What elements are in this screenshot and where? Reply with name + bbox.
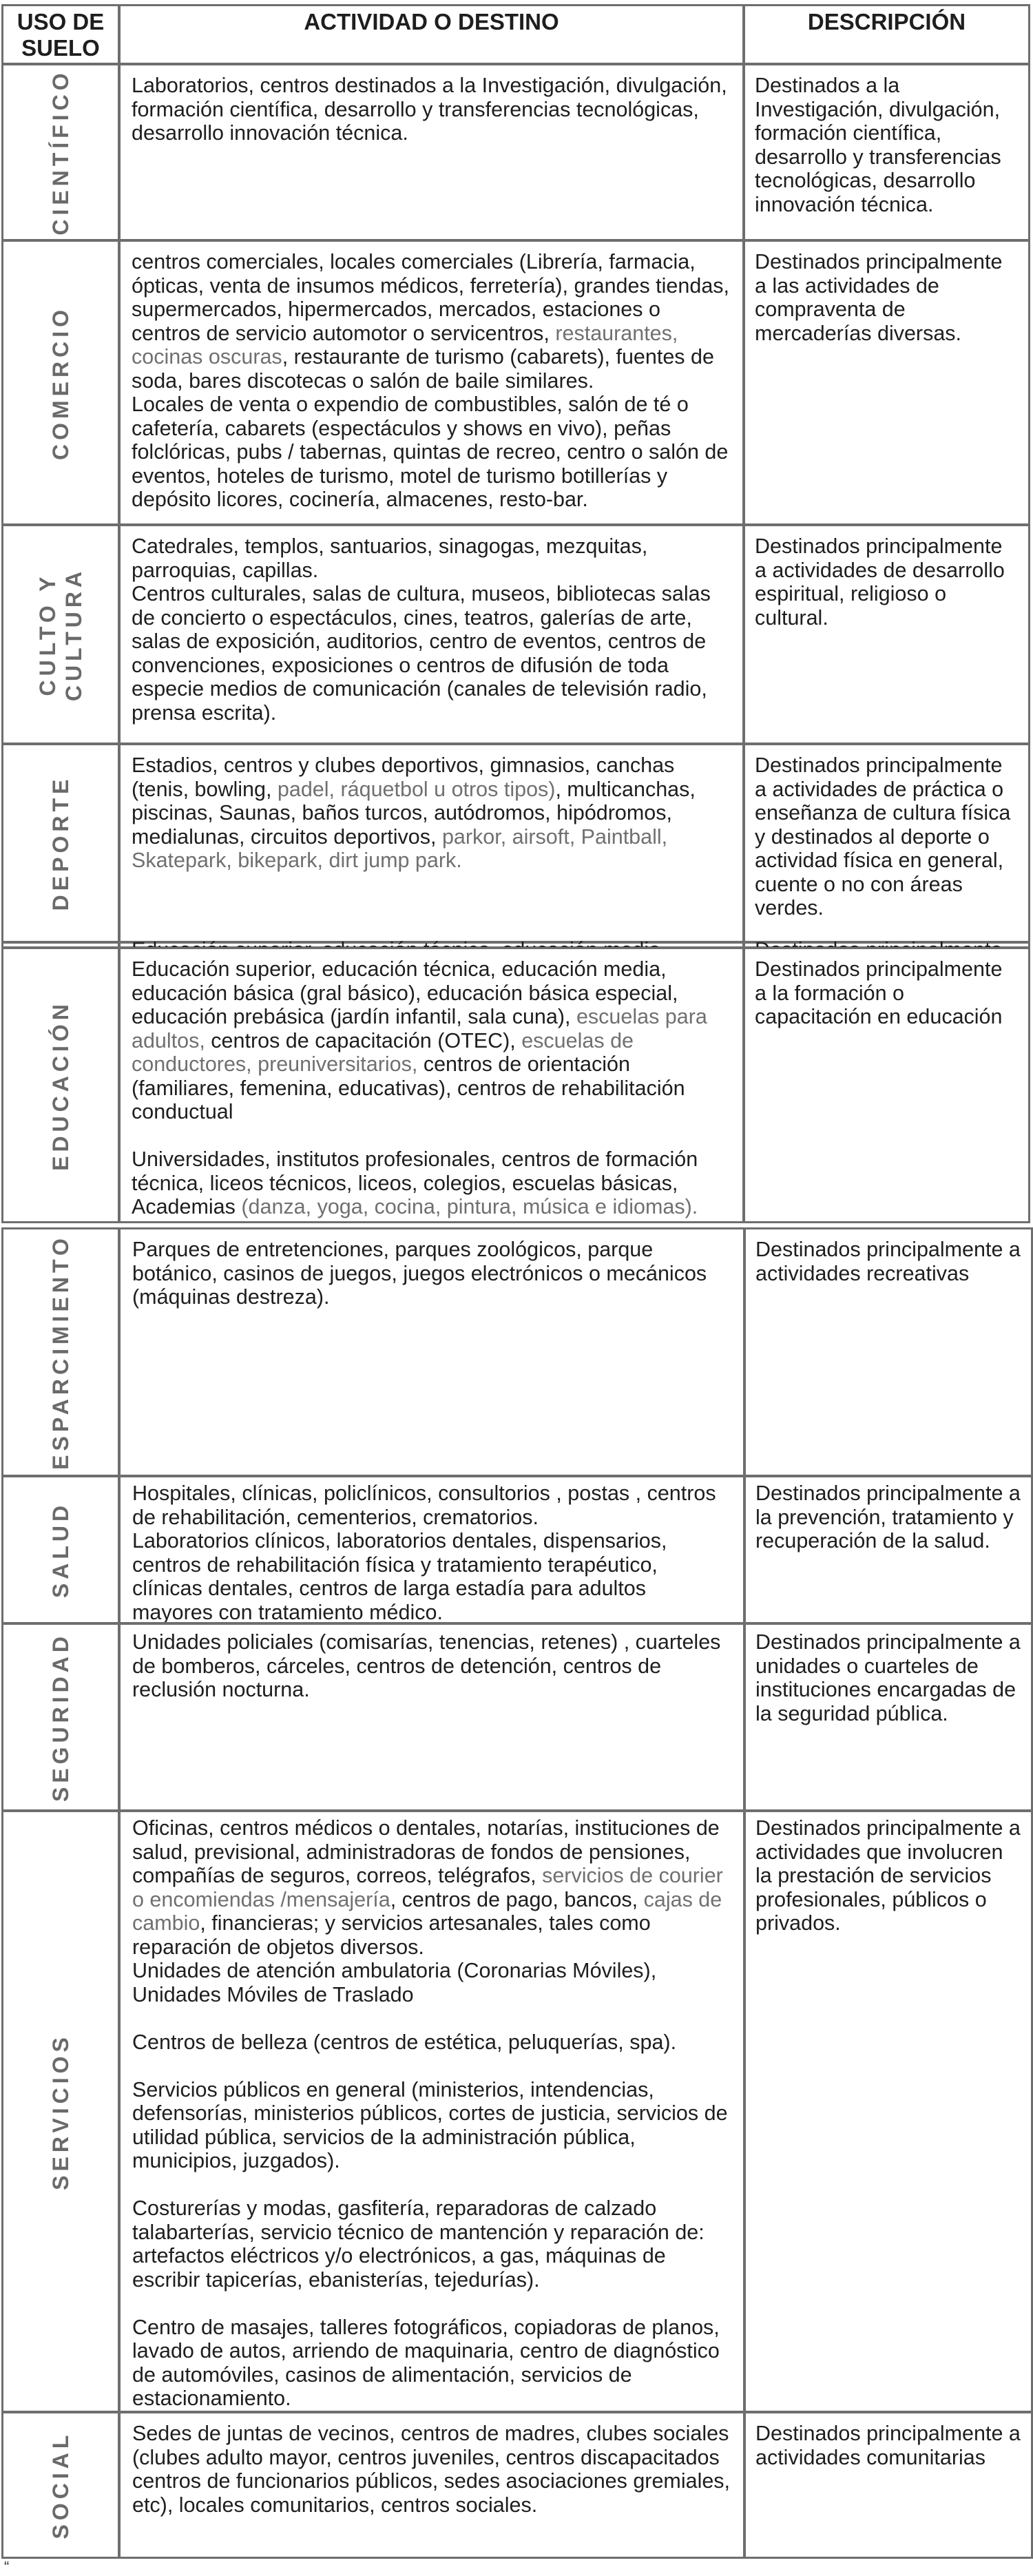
descripcion-cell: Destinados a la Investigación, divulgación, formación científica, desarrollo y transferencias tecnológicas, desarrollo innovación técnica.: [755, 74, 1001, 216]
muted-text-run: (danza, yoga, cocina, pintura, música e idiomas).: [241, 1195, 698, 1218]
actividad-paragraph: [132, 1959, 732, 2006]
actividad-paragraph: [132, 1630, 732, 1702]
table-row-cientifico: [3, 63, 1028, 239]
uso-label: SALUD: [48, 1501, 73, 1599]
actividad-paragraph: [132, 2422, 732, 2517]
table-row-deporte: [3, 742, 1028, 941]
text-run: Sedes de juntas de vecinos, centros de madres, clubes sociales (clubes adulto mayor, centros juveniles, centros discapacitados centros de funcionarios públicos, sedes asociaciones gremiales, etc), locales comunitarios, centros sociales.: [132, 2422, 731, 2517]
actividad-paragraph: [132, 2196, 732, 2292]
text-run: Laboratorios clínicos, laboratorios dentales, dispensarios, centros de rehabilitación física y tratamiento terapéutico, clínicas dentales, centros de larga estadía para adultos mayores con tratamiento médico.: [132, 1529, 667, 1624]
text-run: , multicanchas, piscinas, Saunas, baños turcos, autódromos, hipódromos, medialunas, circuitos deportivos,: [132, 777, 696, 849]
land-use-table-educacion: [1, 947, 1030, 1223]
muted-text-run: padel, ráquetbol u otros tipos): [277, 777, 556, 801]
uso-cell: [3, 1625, 121, 1809]
descripcion-cell: Destinados principalmente a las actividades de compraventa de mercaderías diversas.: [755, 250, 1003, 345]
muted-text-run: escuelas de conductores, preuniversitarios,: [132, 1028, 634, 1076]
header-actividad-label: ACTIVIDAD O DESTINO: [304, 9, 559, 34]
table-row-comercio: [3, 239, 1028, 523]
header-uso-line2: SUELO: [21, 35, 100, 61]
uso-cell: [3, 242, 121, 523]
text-run: centros de capacitación (OTEC),: [205, 1028, 522, 1052]
header-uso-de-suelo: [3, 6, 121, 63]
actividad-cell: [121, 1625, 746, 1809]
text-run: Laboratorios, centros destinados a la Investigación, divulgación, formación científica, desarrollo y transferencias tecnológicas, desarrollo innovación técnica.: [132, 74, 727, 145]
actividad-paragraph: [132, 582, 731, 725]
descripcion-cell: Destinados principalmente a la formación o capacitación en educación: [755, 957, 1003, 1028]
descripcion-cell: Destinados principalmente a actividades recreativas: [755, 1238, 1021, 1285]
table-row-social: [3, 2411, 1031, 2557]
text-run: Locales de venta o expendio de combustibles, salón de té o cafetería, cabarets (espectáculos y shows en vivo), peñas folclóricas, pubs / tabernas, quintas de recreo, centro o salón de eventos, hoteles de turismo, motel de turismo botillerías y depósito licores, cocinería, almacenes, resto-bar.: [132, 393, 729, 511]
uso-label: [34, 568, 87, 701]
text-run: , centros de pago, bancos,: [390, 1887, 644, 1911]
text-run: Unidades de atención ambulatoria (Coronarias Móviles), Unidades Móviles de Traslado: [132, 1959, 657, 2006]
table-row-educacion: [3, 949, 1028, 1221]
header-actividad: [121, 6, 745, 63]
actividad-paragraph: [132, 2316, 732, 2411]
actividad-cell: [121, 745, 745, 941]
text-run: Centro de masajes, talleres fotográficos, copiadoras de planos, lavado de autos, arriendo de maquinaria, centro de diagnóstico de automóviles, casinos de alimentación, servicios de estacionamiento.: [132, 2315, 720, 2410]
actividad-cell: [121, 242, 745, 523]
muted-text-run: escuelas para adultos,: [132, 1005, 707, 1052]
uso-cell: [3, 1812, 121, 2411]
text-run: Costurerías y modas, gasfitería, reparadoras de calzado talabarterías, servicio técnico de mantención y reparación de: artefactos eléctricos y/o electrónicos, a gas, máquinas de escribir tapicerías, ebanisterías, tejedurías).: [132, 2196, 705, 2292]
descripcion-cell: Destinados principalmente a actividades de práctica o enseñanza de cultura física y destinados al deporte o actividad física en general, cuente o no con áreas verdes.: [755, 754, 1011, 920]
uso-cell: [3, 949, 121, 1221]
actividad-paragraph: [132, 2030, 732, 2055]
uso-label: CIENTÍFICO: [48, 69, 73, 236]
uso-label: ESPARCIMIENTO: [48, 1234, 73, 1470]
uso-cell: [3, 526, 121, 742]
uso-label: DEPORTE: [48, 775, 73, 911]
uso-label: SEGURIDAD: [48, 1632, 73, 1803]
text-run: Parques de entretenciones, parques zoológicos, parque botánico, casinos de juegos, juegos electrónicos o mecánicos (máquinas destreza).: [132, 1238, 707, 1309]
actividad-paragraph: [132, 1238, 732, 1309]
actividad-cell: [121, 526, 745, 742]
header-descripcion: [745, 6, 1028, 63]
uso-cell: [3, 1229, 121, 1475]
text-run: Centros de belleza (centros de estética, peluquerías, spa).: [132, 2030, 677, 2054]
footnote-mark: “: [4, 2558, 10, 2575]
actividad-paragraph: [132, 754, 731, 873]
actividad-paragraph: [132, 534, 731, 582]
uso-label: COMERCIO: [48, 305, 73, 460]
table-header-row: [3, 6, 1028, 63]
uso-cell: [3, 1477, 121, 1622]
actividad-paragraph: [132, 74, 731, 145]
actividad-paragraph: [132, 2078, 732, 2173]
text-run: Educación superior, educación técnica, educación media, educación básica (gral básico), educación básica especial, educación prebásica (jardín infantil, sala cuna),: [132, 957, 678, 1028]
uso-label-line2: CULTURA: [61, 567, 86, 702]
muted-text-run: parkor, airsoft, Paintball, Skatepark, bikepark, dirt jump park.: [132, 824, 668, 872]
uso-label: SOCIAL: [48, 2431, 73, 2539]
descripcion-cell: Destinados principalmente a unidades o cuarteles de instituciones encargadas de la seguridad pública.: [755, 1630, 1021, 1725]
actividad-cell: [121, 65, 745, 239]
table-row-salud: [3, 1475, 1031, 1622]
uso-label: EDUCACIÓN: [48, 999, 73, 1171]
descripcion-cell: Destinados principalmente a la prevención, tratamiento y recuperación de la salud.: [755, 1482, 1021, 1552]
table-row-seguridad: [3, 1622, 1031, 1809]
muted-text-run: cajas de cambio: [132, 1887, 722, 1935]
uso-label: SERVICIOS: [48, 2033, 73, 2190]
actividad-cell: [121, 949, 745, 1221]
text-run: Servicios públicos en general (ministerios, intendencias, defensorías, ministerios públicos, cortes de justicia, servicios de utilidad pública, servicios de la administración pública, municipios, juzgados).: [132, 2077, 728, 2172]
text-run: , financieras; y servicios artesanales, tales como reparación de objetos diversos.: [132, 1911, 651, 1959]
uso-cell: [3, 745, 121, 941]
uso-label-line1: CULTO Y: [35, 572, 60, 696]
actividad-paragraph: [132, 1816, 732, 1959]
uso-cell: [3, 65, 121, 239]
actividad-paragraph: [132, 393, 731, 512]
text-run: , restaurante de turismo (cabarets), fuentes de soda, bares discotecas o salón de baile similares.: [132, 345, 714, 393]
text-run: Unidades policiales (comisarías, tenencias, retenes) , cuarteles de bomberos, cárceles, centros de detención, centros de reclusión nocturna.: [132, 1630, 721, 1701]
actividad-paragraph: [132, 957, 731, 1124]
uso-cell: [3, 2413, 121, 2557]
header-uso-line1: USO DE: [17, 9, 105, 34]
actividad-cell: [121, 1477, 746, 1622]
actividad-cell: [121, 1229, 746, 1475]
actividad-paragraph: [132, 1147, 731, 1219]
actividad-cell: [121, 1812, 746, 2411]
land-use-table-lower: [1, 1227, 1033, 2559]
actividad-paragraph: [132, 1482, 732, 1529]
descripcion-cell: Destinados principalmente a actividades comunitarias: [755, 2422, 1021, 2469]
text-run: Catedrales, templos, santuarios, sinagogas, mezquitas, parroquias, capillas.: [132, 534, 648, 582]
text-run: centros comerciales, locales comerciales (Librería, farmacia, ópticas, venta de insumos médicos, ferretería), grandes tiendas, supermercados, hipermercados, mercados, estaciones o centros de servicio automotor o servicentros,: [132, 250, 729, 345]
header-descripcion-label: DESCRIPCIÓN: [807, 9, 966, 34]
text-run: Centros culturales, salas de cultura, museos, bibliotecas salas de concierto o espectáculos, cines, teatros, galerías de arte, salas de exposición, auditorios, centro de eventos, centros de convenciones, exposiciones o centros de difusión de toda especie medios de comunicación (canales de televisión radio, prensa escrita).: [132, 582, 711, 725]
descripcion-cell: Destinados principalmente a actividades de desarrollo espiritual, religioso o cultural.: [755, 534, 1005, 630]
muted-text-run: servicios de courier o encomiendas /mensajería: [132, 1864, 723, 1911]
text-run: Universidades, institutos profesionales, centros de formación técnica, liceos técnicos, liceos, colegios, escuelas básicas, Academias: [132, 1147, 698, 1218]
descripcion-cell: Destinados principalmente a actividades que involucren la prestación de servicios profesionales, públicos o privados.: [755, 1816, 1021, 1935]
actividad-paragraph: [132, 250, 731, 393]
muted-text-run: restaurantes, cocinas oscuras: [132, 321, 678, 368]
text-run: Hospitales, clínicas, policlínicos, consultorios , postas , centros de rehabilitación, cementerios, crematorios.: [132, 1482, 716, 1529]
text-run: Estadios, centros y clubes deportivos, gimnasios, canchas (tenis, bowling,: [132, 754, 675, 801]
table-row-servicios: [3, 1809, 1031, 2411]
table-row-esparcimiento: [3, 1229, 1031, 1475]
text-run: centros de orientación (familiares, femenina, educativas), centros de rehabilitación conductual: [132, 1052, 685, 1123]
actividad-paragraph: [132, 1529, 732, 1624]
land-use-table-upper: [1, 4, 1030, 948]
actividad-cell: [121, 2413, 746, 2557]
text-run: Oficinas, centros médicos o dentales, notarías, instituciones de salud, previsional, administradoras de fondos de pensiones, compañías de seguros, correos, telégrafos,: [132, 1816, 720, 1887]
table-row-culto-y-cultura: [3, 523, 1028, 742]
